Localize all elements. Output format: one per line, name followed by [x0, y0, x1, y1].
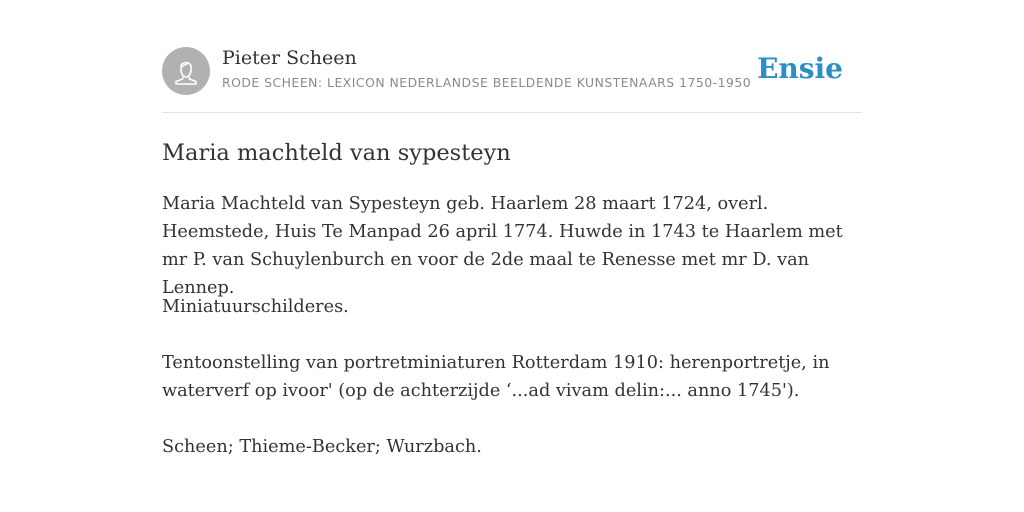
article-paragraph-biography: Maria Machteld van Sypesteyn geb. Haarlem 28 maart 1724, overl. Heemstede, Huis Te Manpad 26 april 1774. Huwde in 1743 te Haarlem met mr P. van Schuylenburch en voor de 2de maal te Renesse met mr D. van Lennep.: [162, 194, 843, 298]
avatar[interactable]: [162, 47, 210, 95]
header-divider: [162, 112, 862, 113]
article-paragraph-occupation: Miniatuurschilderes.: [162, 297, 349, 317]
brand-logo[interactable]: Ensie: [757, 52, 843, 85]
author-name[interactable]: Pieter Scheen: [222, 47, 357, 69]
article-paragraph-exhibition: Tentoonstelling van portretminiaturen Rotterdam 1910: herenportretje, in waterverf op ivoor' (op de achterzijde ‘...ad vivam delin:... anno 1745').: [162, 353, 830, 401]
article-title: Maria machteld van sypesteyn: [162, 140, 511, 166]
article-paragraph-sources: Scheen; Thieme-Becker; Wurzbach.: [162, 437, 482, 457]
source-title[interactable]: RODE SCHEEN: LEXICON NEDERLANDSE BEELDENDE KUNSTENAARS 1750-1950: [222, 75, 752, 90]
author-header: [162, 47, 862, 113]
user-silhouette-icon: [162, 47, 210, 95]
